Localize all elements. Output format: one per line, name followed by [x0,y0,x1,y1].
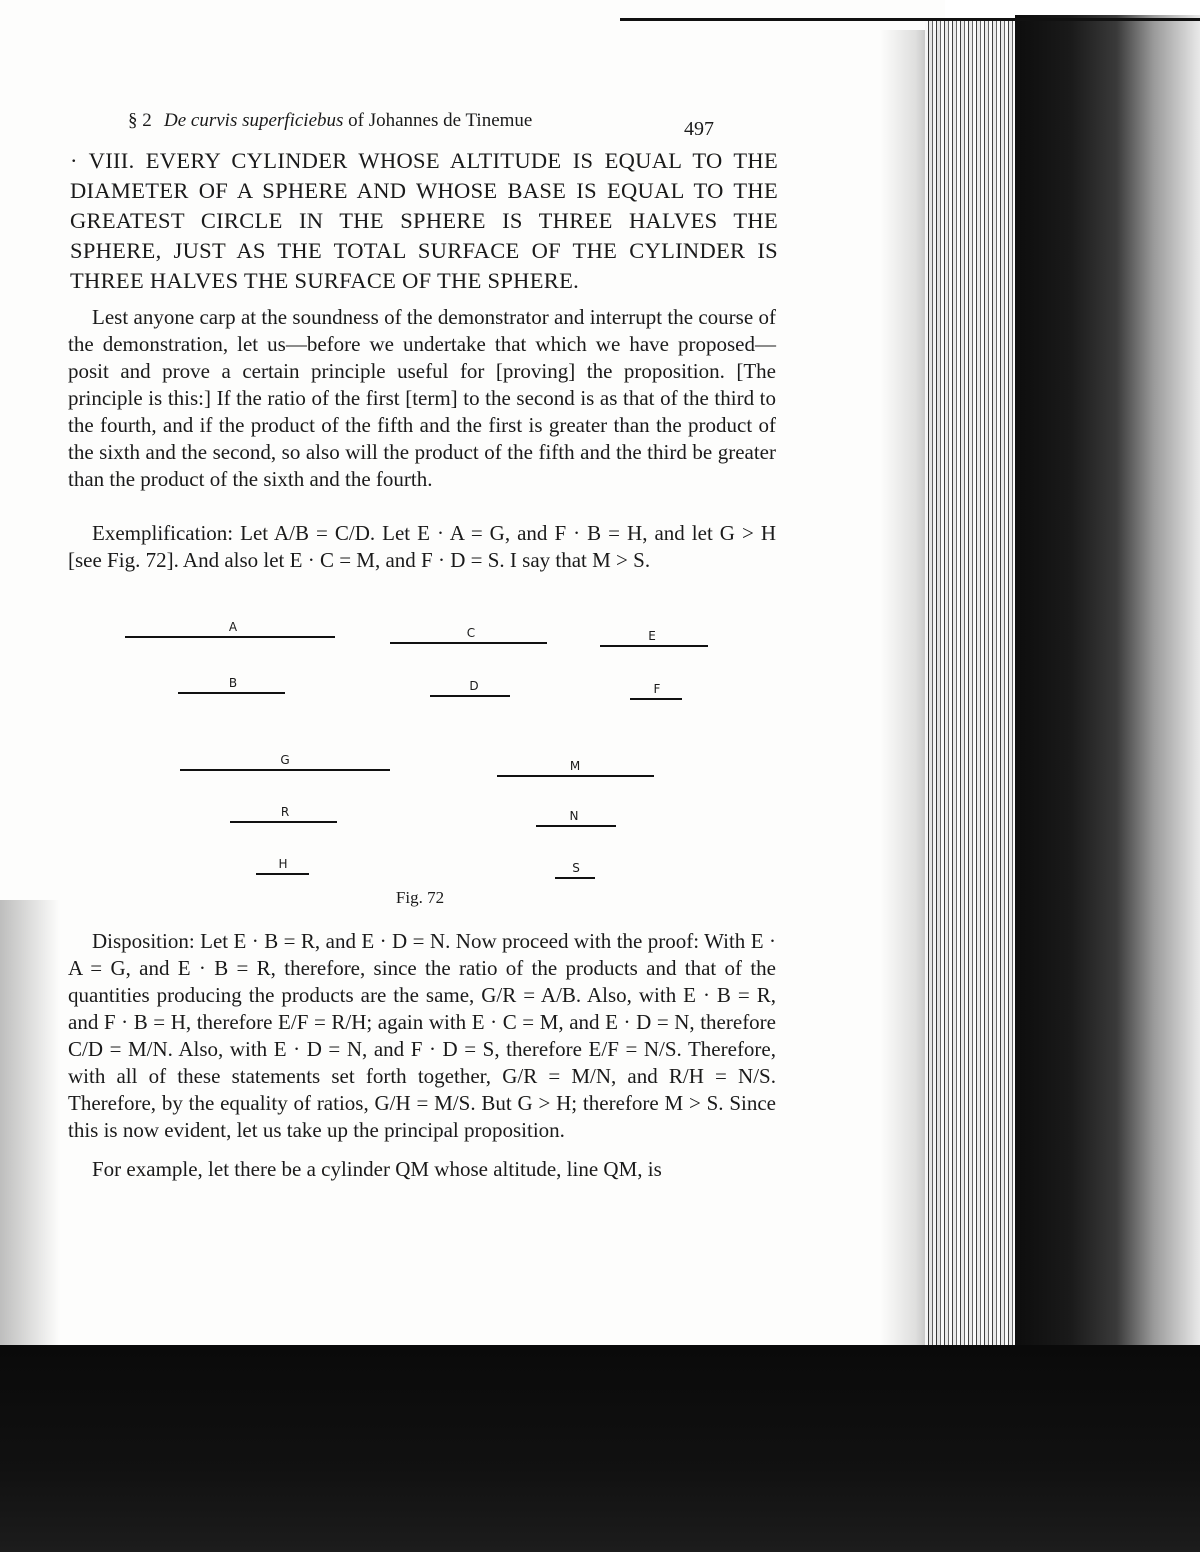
book-page-edges [925,20,1020,1360]
segment-g [180,769,390,771]
segment-label-m: M [569,759,581,773]
segment-label-a: A [228,620,238,634]
paragraph-example: For example, let there be a cylinder QM whose altitude, line QM, is [92,1157,662,1181]
scanner-bed-shadow [0,1345,1200,1552]
segment-label-g: G [280,753,290,767]
paragraph-exemplification: Exemplification: Let A/B = C/D. Let E · A = G, and F · B = H, and let G > H [see Fig. 72]. And also let E · C = M, and F · D = S. I say that M > S. [68,521,776,572]
segment-r [230,821,337,823]
segment-label-d: D [469,679,479,693]
segment-f [630,698,682,700]
segment-c [390,642,547,644]
segment-label-b: B [228,676,238,690]
top-edge-rule [620,18,1200,21]
segment-a [125,636,335,638]
segment-label-f: F [653,682,661,696]
figure-caption: Fig. 72 [395,888,445,907]
segment-label-h: H [278,857,288,871]
segment-label-r: R [280,805,290,819]
figure-72 [100,612,740,912]
paragraph-lest: Lest anyone carp at the soundness of the demonstrator and interrupt the course of the demonstration, let us—before we undertake that which we have proposed—posit and prove a certain principle useful for [proving] the proposition. [The principle is this:] If the ratio of the first [term] to the second is as that of the third to the fourth, and if the product of the fifth and the first is greater than the product of the sixth and the second, so also will the product of the fifth and the third be greater than the product of the sixth and the fourth. [68,305,776,491]
segment-label-n: N [569,809,579,823]
paragraph-disposition: Disposition: Let E · B = R, and E · D = N. Now proceed with the proof: With E · A = G, and E · B = R, therefore, since the ratio of the products and that of the quantities producing the products are the same, G/R = A/B. Also, with E · B = R, and F · B = H, therefore E/F = R/H; again with E · C = M, and E · D = N, therefore C/D = M/N. Also, with E · D = N, and F · D = S, therefore E/F = N/S. Therefore, with all of these statements set forth together, G/R = M/N, and R/H = N/S. Therefore, by the equality of ratios, G/H = M/S. But G > H; therefore M > S. Since this is now evident, let us take up the principal proposition. [68,929,776,1142]
segment-b [178,692,285,694]
running-title [164,110,532,132]
running-title-rest: of Johannes de Tinemue [348,110,533,131]
segment-e [600,645,708,647]
segment-n [536,825,616,827]
segment-h [256,873,309,875]
left-margin-shadow [0,900,60,1350]
segment-d [430,695,510,697]
segment-m [497,775,654,777]
segment-label-c: C [466,626,476,640]
section-mark: § 2 [128,110,152,131]
running-head [128,108,714,140]
running-title-italic: De curvis superficiebus [164,110,344,131]
proposition-heading: · VIII. EVERY CYLINDER WHOSE ALTITUDE IS EQUAL TO THE DIAMETER OF A SPHERE AND WHOSE BASE IS EQUAL TO THE GREATEST CIRCLE IN THE SPHERE IS THREE HALVES THE SPHERE, JUST AS THE TOTAL SURFACE OF THE CYLINDER IS THREE HALVES THE SURFACE OF THE SPHERE. [70,148,778,293]
segment-s [555,877,595,879]
page-number: 497 [684,118,714,140]
book-cover-shadow [1015,15,1200,1380]
segment-label-s: S [572,861,580,875]
segment-label-e: E [648,629,656,643]
